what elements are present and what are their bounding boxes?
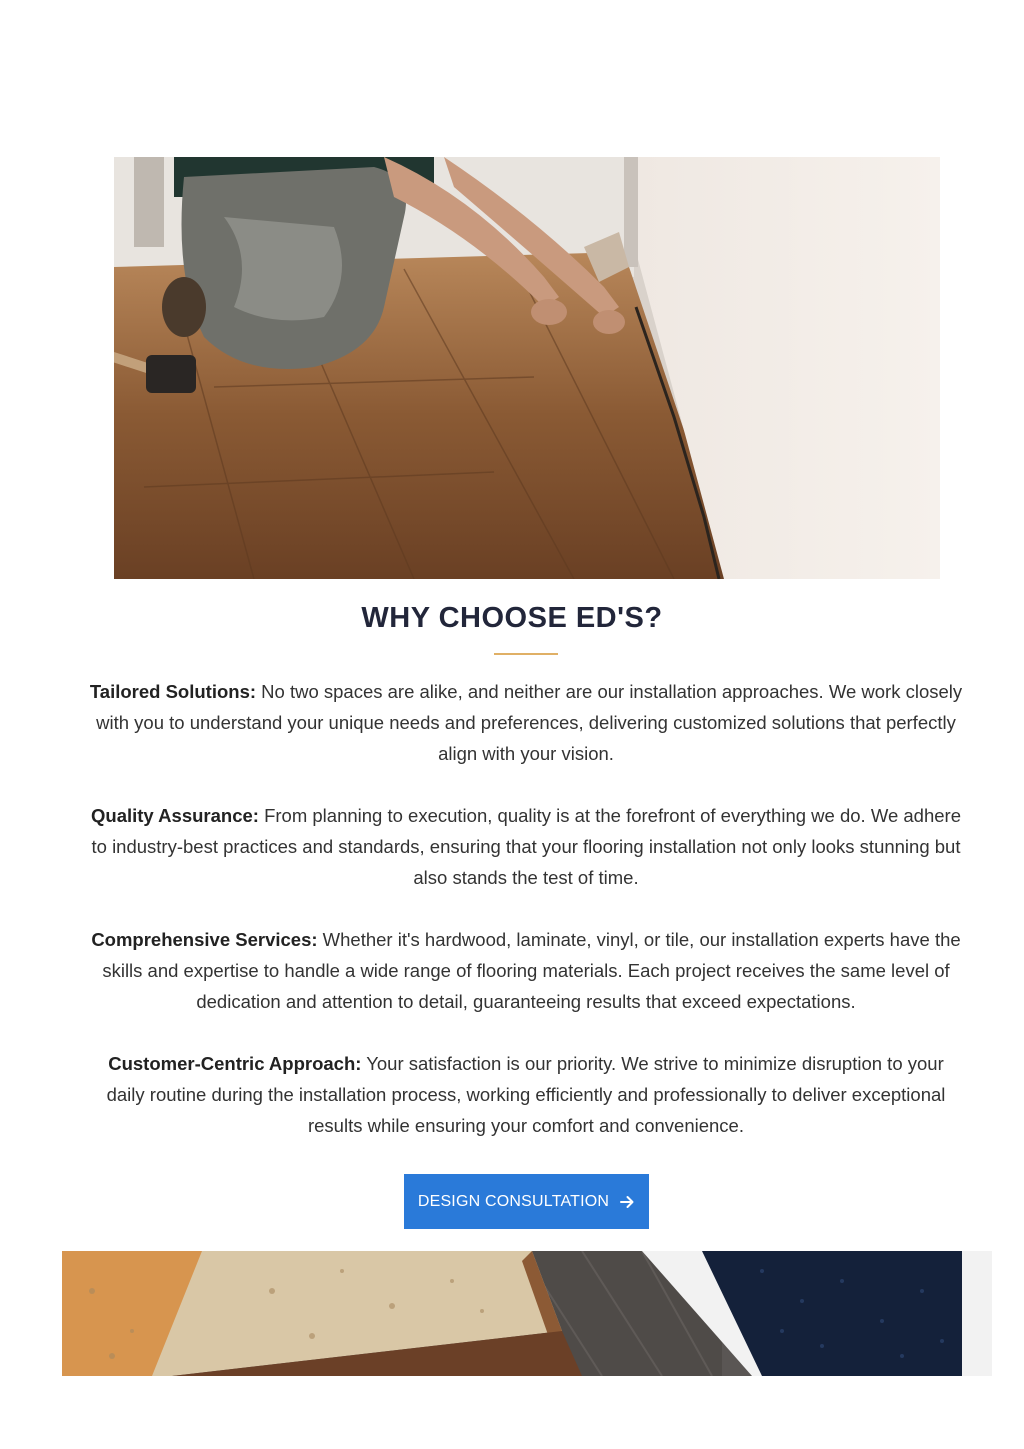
- flooring-samples-photo: [62, 1251, 992, 1376]
- feature-quality-assurance: [88, 800, 964, 893]
- feature-description: Your satisfaction is our priority. We strive to minimize disruption to your daily routine during the installation process, working efficiently and professionally to deliver exceptional results while ensuring your comfort and convenience.: [106, 1053, 946, 1136]
- feature-title: Tailored Solutions:: [89, 681, 257, 702]
- arrow-right-icon: [619, 1194, 635, 1210]
- design-consultation-button[interactable]: [404, 1174, 649, 1229]
- feature-title: Comprehensive Services:: [91, 929, 318, 950]
- feature-tailored-solutions: [88, 676, 964, 769]
- feature-customer-centric-approach: [88, 1048, 964, 1141]
- section-heading: WHY CHOOSE ED'S?: [361, 602, 663, 634]
- feature-comprehensive-services: [88, 924, 964, 1017]
- feature-title: Quality Assurance:: [91, 805, 259, 826]
- feature-description: Whether it's hardwood, laminate, vinyl, or tile, our installation experts have the skills and expertise to handle a wide range of flooring materials. Each project receives the same level of dedication and attention to detail, guaranteeing results that exceed expectations.: [102, 929, 961, 1012]
- feature-list: [88, 676, 964, 1172]
- feature-title: Customer-Centric Approach:: [108, 1053, 362, 1074]
- feature-description: No two spaces are alike, and neither are our installation approaches. We work closely with you to understand your unique needs and preferences, delivering customized solutions that perfectly align with your vision.: [96, 681, 963, 764]
- feature-description: From planning to execution, quality is at the forefront of everything we do. We adhere to industry-best practices and standards, ensuring that your flooring installation not only looks stunning but also stands the test of time.: [91, 805, 961, 888]
- heading-underline: [494, 653, 558, 655]
- flooring-installation-photo: [114, 157, 940, 579]
- design-consultation-label: DESIGN CONSULTATION: [417, 1192, 610, 1210]
